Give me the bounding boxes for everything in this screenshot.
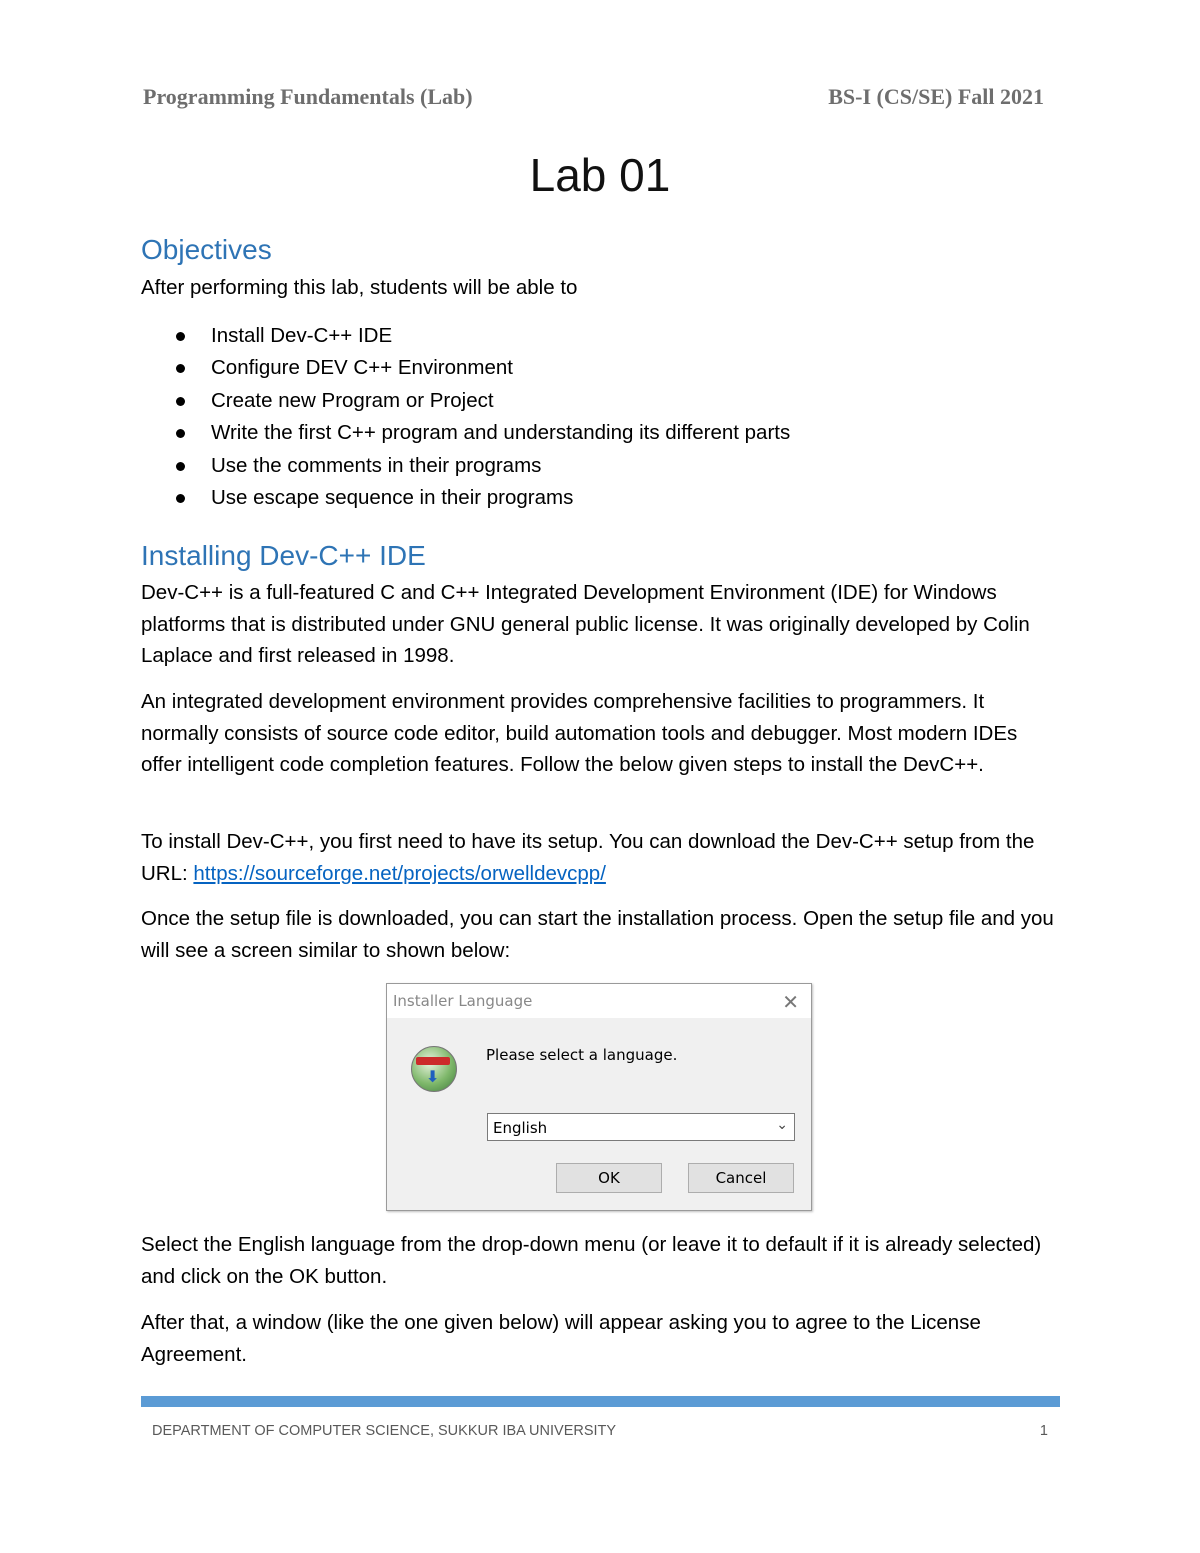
list-item: Create new Program or Project <box>141 385 1041 417</box>
installer-language-dialog <box>386 983 812 1211</box>
download-link[interactable]: https://sourceforge.net/projects/orwelldevcpp/ <box>193 861 606 885</box>
footer-department: DEPARTMENT OF COMPUTER SCIENCE, SUKKUR IBA UNIVERSITY <box>152 1423 617 1439</box>
list-item: Use escape sequence in their programs <box>141 482 1041 514</box>
bullet-icon <box>176 397 185 406</box>
bullet-icon <box>176 462 185 471</box>
bullet-icon <box>176 364 185 373</box>
objectives-list <box>141 320 1041 514</box>
installing-paragraph-4: Once the setup file is downloaded, you can start the installation process. Open the setup file and you will see a screen similar to shown below: <box>141 907 1054 962</box>
list-item: Configure DEV C++ Environment <box>141 352 1041 384</box>
page-number: 1 <box>1039 1423 1048 1439</box>
dialog-prompt: Please select a language. <box>486 1046 678 1064</box>
bullet-icon <box>176 429 185 438</box>
installer-icon: ⬇ <box>411 1046 457 1092</box>
cancel-button[interactable]: Cancel <box>688 1163 794 1193</box>
page-footer <box>152 1423 1048 1439</box>
dialog-title: Installer Language <box>393 992 533 1010</box>
ok-button[interactable]: OK <box>556 1163 662 1193</box>
list-item: Write the first C++ program and understanding its different parts <box>141 417 1041 449</box>
language-select[interactable] <box>487 1113 795 1141</box>
header-course: Programming Fundamentals (Lab) <box>143 84 473 109</box>
installing-paragraph-1: Dev-C++ is a full-featured C and C++ Integrated Development Environment (IDE) for Windows platforms that is distributed under GNU general public license. It was originally developed by Colin Laplace and first released in 1998. <box>141 581 1030 667</box>
objectives-intro: After performing this lab, students will be able to <box>141 276 578 299</box>
chevron-down-icon: ⌄ <box>776 1117 788 1133</box>
installing-paragraph-3: To install Dev-C++, you first need to have its setup. You can download the Dev-C++ setup from the URL: https://sourceforge.net/projects/orwelldevcpp/ <box>141 830 1035 885</box>
page-header <box>143 84 1044 110</box>
installing-heading: Installing Dev-C++ IDE <box>141 540 426 571</box>
page-title: Lab 01 <box>529 149 671 201</box>
language-select-value: English <box>493 1119 548 1137</box>
objectives-heading: Objectives <box>141 234 272 265</box>
bullet-icon <box>176 332 185 341</box>
close-icon[interactable]: ✕ <box>782 990 799 1014</box>
installing-paragraph-2: An integrated development environment provides comprehensive facilities to programmers. It normally consists of source code editor, build automation tools and debugger. Most modern IDEs offer intelligent code completion features. Follow the below given steps to install the DevC++. <box>141 690 1018 776</box>
installing-paragraph-6: After that, a window (like the one given below) will appear asking you to agree to the License Agreement. <box>141 1311 981 1366</box>
installing-paragraph-5: Select the English language from the drop-down menu (or leave it to default if it is already selected) and click on the OK button. <box>141 1233 1042 1288</box>
header-term: BS-I (CS/SE) Fall 2021 <box>828 84 1044 109</box>
dialog-titlebar <box>387 984 811 1018</box>
list-item: Use the comments in their programs <box>141 450 1041 482</box>
list-item: Install Dev-C++ IDE <box>141 320 1041 352</box>
bullet-icon <box>176 494 185 503</box>
footer-divider <box>141 1396 1060 1407</box>
